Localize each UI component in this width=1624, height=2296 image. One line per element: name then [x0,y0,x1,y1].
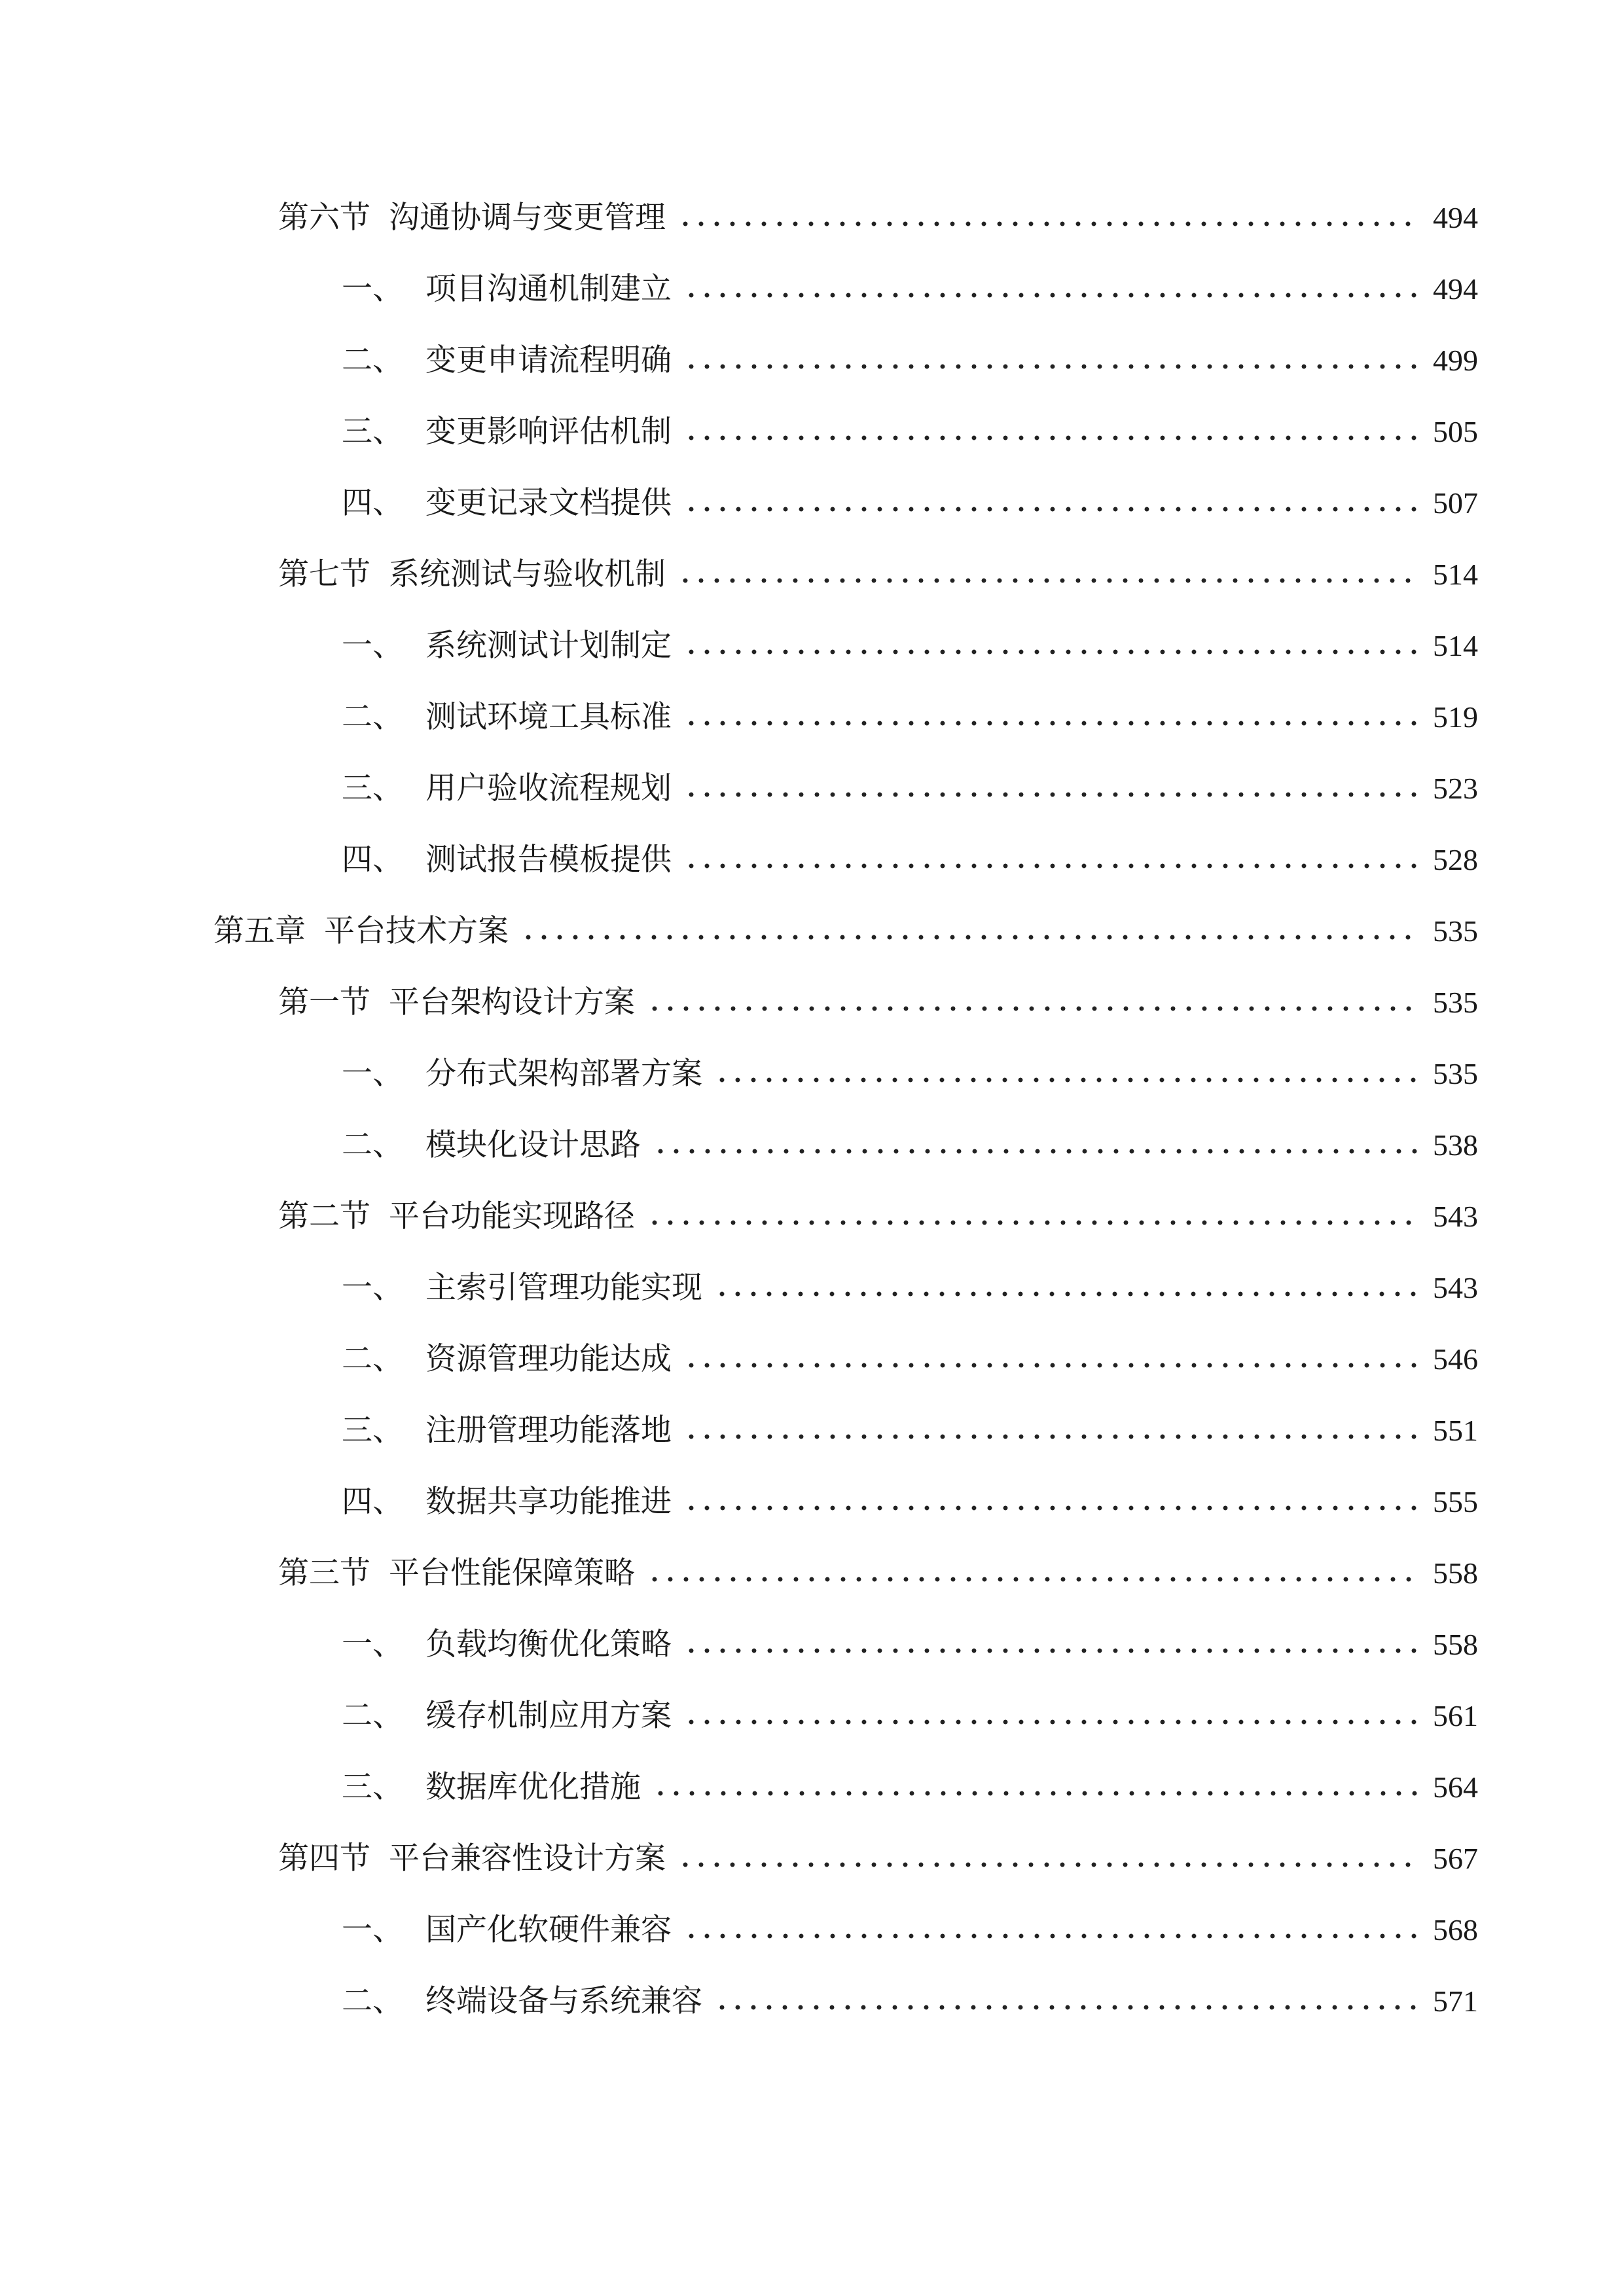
toc-entry-page: 543 [1433,1200,1478,1233]
toc-entry[interactable] [342,767,1478,810]
toc-entry-title: 沟通协调与变更管理 [389,200,666,236]
toc-entry[interactable] [278,1552,1478,1595]
toc-entry-title: 测试报告模板提供 [425,842,672,878]
toc-entry-page: 494 [1433,272,1478,306]
toc-entry[interactable] [342,1695,1478,1738]
toc-entry-page: 528 [1433,843,1478,876]
toc-entry[interactable] [278,196,1478,240]
toc-entry-title: 平台性能保障策略 [389,1555,635,1591]
toc-entry-number: 二、 [342,1127,403,1163]
dot-leader [683,648,1417,656]
toc-entry[interactable] [342,268,1478,311]
toc-entry-page: 519 [1433,700,1478,734]
toc-entry-number: 第六节 [278,200,370,236]
toc-entry-number: 二、 [342,342,403,378]
toc-entry-page: 568 [1433,1913,1478,1946]
dot-leader [683,505,1417,513]
dot-leader [683,1718,1417,1726]
toc-entry-page: 564 [1433,1770,1478,1804]
toc-entry-page: 535 [1433,1057,1478,1090]
toc-entry-number: 四、 [342,485,403,521]
toc-entry[interactable] [278,981,1478,1024]
toc-entry-title: 平台技术方案 [324,913,509,949]
toc-entry[interactable] [278,553,1478,596]
toc-entry-page: 494 [1433,201,1478,234]
toc-entry-title: 变更申请流程明确 [425,342,672,378]
toc-entry-number: 第一节 [278,984,370,1020]
toc-entry-title: 分布式架构部署方案 [425,1056,702,1092]
toc-entry-number: 二、 [342,1341,403,1377]
toc-entry-title: 平台功能实现路径 [389,1198,635,1234]
toc-entry-title: 平台兼容性设计方案 [389,1840,666,1876]
toc-entry-title: 系统测试与验收机制 [389,556,666,592]
toc-entry-page: 551 [1433,1414,1478,1447]
dot-leader [647,1575,1417,1583]
toc-entry-number: 一、 [342,628,403,664]
toc-entry[interactable] [342,1052,1478,1096]
toc-entry-title: 变更记录文档提供 [425,485,672,521]
toc-entry-number: 第四节 [278,1840,370,1876]
toc-entry-page: 543 [1433,1271,1478,1304]
toc-entry-number: 三、 [342,1769,403,1805]
dot-leader [647,1005,1417,1013]
toc-entry-number: 一、 [342,1056,403,1092]
toc-entry[interactable] [342,410,1478,454]
toc-entry[interactable] [342,1480,1478,1524]
toc-entry-page: 571 [1433,1984,1478,2018]
dot-leader [683,791,1417,798]
toc-entry-page: 507 [1433,486,1478,520]
dot-leader [714,2003,1417,2011]
toc-entry-number: 二、 [342,1698,403,1734]
dot-leader [653,1147,1417,1155]
toc-entry-page: 514 [1433,629,1478,662]
toc-entry-page: 523 [1433,772,1478,805]
toc-entry-number: 一、 [342,1270,403,1306]
toc-entry-title: 测试环境工具标准 [425,699,672,735]
dot-leader [683,862,1417,870]
dot-leader [683,363,1417,370]
toc-entry[interactable] [342,1766,1478,1809]
dot-leader [683,1361,1417,1369]
toc-entry-page: 558 [1433,1556,1478,1590]
toc-entry-title: 负载均衡优化策略 [425,1626,672,1662]
dot-leader [683,719,1417,727]
toc-entry-page: 535 [1433,914,1478,948]
toc-entry-number: 三、 [342,414,403,450]
toc-entry[interactable] [278,1195,1478,1238]
toc-entry-title: 主索引管理功能实现 [425,1270,702,1306]
dot-leader [683,1504,1417,1512]
toc-entry[interactable] [278,1837,1478,1880]
toc-entry[interactable] [342,838,1478,882]
toc-entry-number: 第五章 [213,913,306,949]
toc-entry[interactable] [342,624,1478,668]
toc-entry-number: 三、 [342,770,403,806]
toc-entry-title: 数据共享功能推进 [425,1484,672,1520]
toc-entry-title: 数据库优化措施 [425,1769,641,1805]
toc-entry-page: 558 [1433,1628,1478,1661]
toc-entry[interactable] [342,1338,1478,1381]
dot-leader [683,434,1417,442]
toc-entry[interactable] [342,1409,1478,1452]
dot-leader [714,1076,1417,1084]
toc-entry-number: 四、 [342,1484,403,1520]
toc-entry[interactable] [342,1124,1478,1167]
toc-entry-title: 注册管理功能落地 [425,1412,672,1448]
toc-entry-number: 一、 [342,271,403,307]
toc-entry-title: 项目沟通机制建立 [425,271,672,307]
dot-leader [520,933,1417,941]
dot-leader [683,1433,1417,1441]
dot-leader [683,1647,1417,1655]
toc-entry-number: 第三节 [278,1555,370,1591]
dot-leader [677,577,1417,584]
toc-entry-number: 三、 [342,1412,403,1448]
toc-entry-title: 缓存机制应用方案 [425,1698,672,1734]
toc-entry-page: 514 [1433,558,1478,591]
toc-entry-title: 用户验收流程规划 [425,770,672,806]
toc-entry[interactable] [342,339,1478,382]
toc-entry-page: 567 [1433,1842,1478,1875]
toc-entry[interactable] [342,1909,1478,1952]
toc-entry[interactable] [342,696,1478,739]
toc-entry-title: 模块化设计思路 [425,1127,641,1163]
toc-entry-page: 555 [1433,1485,1478,1518]
toc-entry-number: 一、 [342,1912,403,1948]
toc-entry-page: 499 [1433,344,1478,377]
toc-entry-title: 终端设备与系统兼容 [425,1983,702,2019]
toc-entry-number: 二、 [342,1983,403,2019]
toc-entry-title: 变更影响评估机制 [425,414,672,450]
toc-entry[interactable] [213,910,1478,953]
dot-leader [647,1219,1417,1227]
toc-entry-number: 四、 [342,842,403,878]
toc-entry[interactable] [342,1266,1478,1310]
dot-leader [653,1789,1417,1797]
toc-entry-number: 二、 [342,699,403,735]
dot-leader [714,1290,1417,1298]
toc-entry-page: 505 [1433,415,1478,448]
toc-entry-page: 535 [1433,986,1478,1019]
toc-entry-number: 第七节 [278,556,370,592]
toc-entry-number: 一、 [342,1626,403,1662]
dot-leader [677,1861,1417,1869]
toc-entry[interactable] [342,1623,1478,1666]
toc-entry-title: 国产化软硬件兼容 [425,1912,672,1948]
dot-leader [677,220,1417,228]
toc-entry[interactable] [342,1980,1478,2023]
toc-entry-title: 平台架构设计方案 [389,984,635,1020]
toc-entry-title: 资源管理功能达成 [425,1341,672,1377]
dot-leader [683,291,1417,299]
toc-entry[interactable] [342,482,1478,525]
dot-leader [683,1932,1417,1940]
toc-entry-page: 546 [1433,1342,1478,1376]
toc-entry-page: 538 [1433,1128,1478,1162]
toc-entry-number: 第二节 [278,1198,370,1234]
toc-entry-page: 561 [1433,1699,1478,1732]
toc-entry-title: 系统测试计划制定 [425,628,672,664]
